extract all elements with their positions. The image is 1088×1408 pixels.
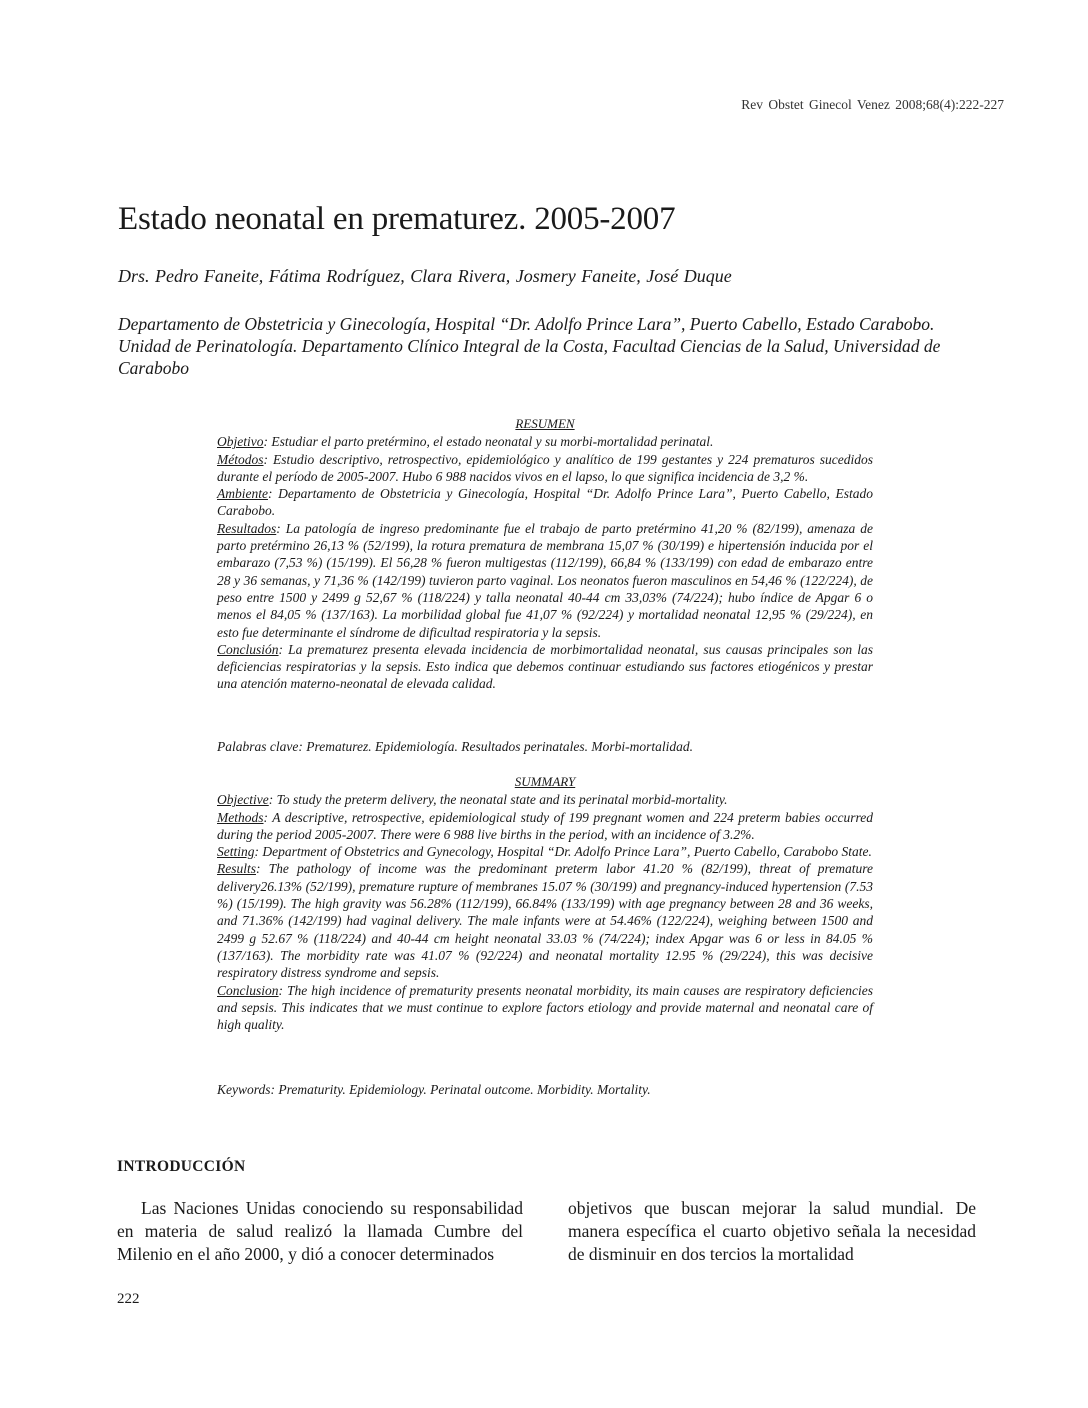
keywords: Keywords: Prematurity. Epidemiology. Perinatal outcome. Morbidity. Mortality.	[217, 1082, 651, 1097]
resumen-conclusion	[217, 641, 873, 693]
intro-column-right	[568, 1197, 976, 1266]
resultados-label: Resultados	[217, 520, 277, 536]
intro-paragraph-left: Las Naciones Unidas conociendo su responsabilidad en materia de salud realizó la llamada Cumbre del Milenio en el año 2000, y dió a conocer determinados	[117, 1198, 523, 1264]
resumen-heading: RESUMEN	[515, 416, 575, 431]
conclusion-label-en: Conclusion	[217, 982, 279, 998]
conclusion-text: : La prematurez presenta elevada incidencia de morbimortalidad neonatal, sus causas principales son las deficiencias respiratorias y la sepsis. Esto indica que debemos continuar estudiando sus factores etiogénicos y prestar una atención materno-neonatal de elevada calidad.	[217, 641, 873, 692]
intro-paragraph-right: objetivos que buscan mejorar la salud mundial. De manera específica el cuarto objetivo señala la necesidad de disminuir en dos tercios la mortalidad	[568, 1198, 976, 1264]
author-affiliation: Departamento de Obstetricia y Ginecología, Hospital “Dr. Adolfo Prince Lara”, Puerto Cabello, Estado Carabobo. Unidad de Perinatología. Departamento Clínico Integral de la Costa, Facultad Ciencias de la Salud, Universidad de Carabobo	[118, 314, 941, 378]
summary-methods	[217, 809, 873, 844]
ambiente-label: Ambiente	[217, 486, 268, 502]
page-number: 222	[117, 1291, 140, 1307]
intro-column-left	[117, 1197, 523, 1266]
summary-heading: SUMMARY	[514, 774, 576, 789]
introduccion-heading: INTRODUCCIÓN	[117, 1158, 246, 1175]
conclusion-label: Conclusión	[217, 641, 279, 657]
objetivo-text: : Estudiar el parto pretérmino, el estado neonatal y su morbi-mortalidad perinatal.	[263, 434, 714, 450]
conclusion-text-en: : The high incidence of prematurity presents neonatal morbidity, its main causes are respiratory deficiencies and sepsis. This indicates that we must continue to explore factors etiology and provide maternal and neonatal care of high quality.	[217, 982, 873, 1033]
summary-results	[217, 860, 873, 981]
objetivo-label: Objetivo	[217, 434, 264, 450]
metodos-label: Métodos	[217, 451, 264, 467]
summary-abstract	[217, 773, 873, 1033]
article-title: Estado neonatal en prematurez. 2005-2007	[118, 201, 676, 237]
resumen-resultados	[217, 520, 873, 641]
resumen-objetivo	[217, 433, 873, 450]
summary-objective	[217, 791, 873, 808]
objective-text: : To study the preterm delivery, the neonatal state and its perinatal morbid-mortality.	[268, 792, 728, 808]
resumen-ambiente	[217, 485, 873, 520]
resumen-metodos	[217, 451, 873, 486]
metodos-text: : Estudio descriptivo, retrospectivo, epidemiológico y analítico de 199 gestantes y 224 prematuros sucedidos durante el período de 2005-2007. Hubo 6 988 nacidos vivos en el lapso, lo que significa incidencia de 3,2 %.	[217, 451, 873, 484]
journal-reference: Rev Obstet Ginecol Venez 2008;68(4):222-227	[741, 97, 1004, 112]
setting-label: Setting	[217, 844, 255, 860]
results-text: : The pathology of income was the predominant preterm labor 41.20 % (82/199), threat of premature delivery26.13% (52/199), premature rupture of membranes 15.07 % (30/199) and pregnancy-induced hypertension (7.53 %) (15/199). The high gravity was 56.28% (112/199), 66.84% (133/199) with age pregnancy between 28 and 36 weeks, and 71.36% (142/199) had vaginal delivery. The male infants were at 54.46% (122/224), weighing between 1500 and 2499 g 52.67 % (118/224) and 40-44 cm height neonatal 33.03 % (74/224); index Apgar was 6 or less in 84.05 % (137/163). The morbidity rate was 41.07 % (92/224) and neonatal mortality 12.95 % (29/224), this was decisive respiratory distress syndrome and sepsis.	[217, 861, 873, 981]
summary-conclusion	[217, 982, 873, 1034]
methods-label: Methods	[217, 809, 264, 825]
results-label: Results	[217, 861, 256, 877]
author-list: Drs. Pedro Faneite, Fátima Rodríguez, Clara Rivera, Josmery Faneite, José Duque	[118, 266, 732, 286]
ambiente-text: : Departamento de Obstetricia y Ginecología, Hospital “Dr. Adolfo Prince Lara”, Puerto Cabello, Estado Carabobo.	[217, 486, 873, 519]
resumen-abstract	[217, 415, 873, 693]
objective-label: Objective	[217, 792, 269, 808]
summary-setting	[217, 843, 873, 860]
resultados-text: : La patología de ingreso predominante fue el trabajo de parto pretérmino 41,20 % (82/199), amenaza de parto pretérmino 26,13 % (52/199), la rotura prematura de membrana 15,07 % (30/199) e hipertensión inducida por el embarazo (7,53 %) (15/199). El 56,28 % fueron multigestas (112/199), 66,84 % (133/199) con edad de embarazo entre 28 y 36 semanas, y 71,36 % (142/199) tuvieron parto vaginal. Los neonatos fueron masculinos en 54,46 % (122/224), de peso entre 1500 y 2499 g 52,67 % (118/224) y talla neonatal 40-44 cm 33,03% (74/224); hubo índice de Apgar 6 o menos el 84,05 % (137/163). La morbilidad global fue 41,07 % (92/224) y mortalidad neonatal 12,95 % (29/224), en esto fue determinante el síndrome de dificultad respiratoria y la sepsis.	[217, 520, 873, 640]
methods-text: : A descriptive, retrospective, epidemiological study of 199 pregnant women and 224 preterm babies occurred during the period 2005-2007. There were 6 988 live births in the period, with an incidence of 3.2%.	[217, 809, 873, 842]
setting-text: : Department of Obstetrics and Gynecology, Hospital “Dr. Adolfo Prince Lara”, Puerto Cabello, Carabobo State.	[254, 844, 872, 860]
palabras-clave: Palabras clave: Prematurez. Epidemiología. Resultados perinatales. Morbi-mortalidad.	[217, 739, 693, 754]
